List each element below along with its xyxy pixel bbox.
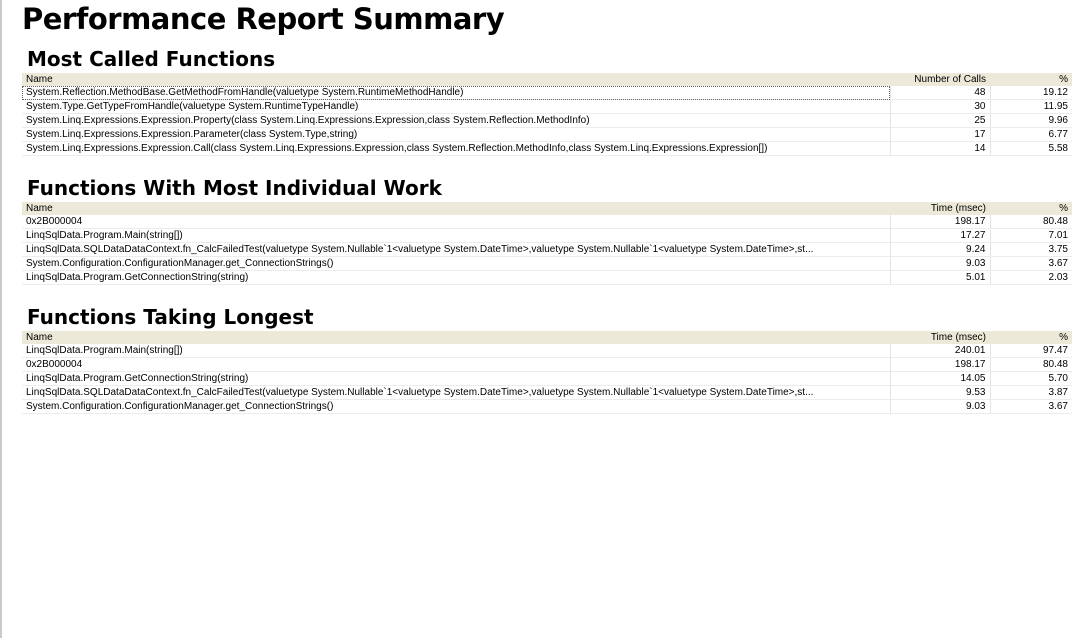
- time-cell: 198.17: [890, 358, 990, 372]
- table-row[interactable]: [22, 100, 1072, 114]
- table-row[interactable]: [22, 215, 1072, 229]
- most-called-table: [22, 73, 1072, 156]
- column-header-percent[interactable]: %: [1059, 332, 1068, 343]
- function-name-cell[interactable]: System.Configuration.ConfigurationManager.get_ConnectionStrings(): [22, 400, 890, 414]
- percent-cell: 2.03: [990, 271, 1072, 285]
- percent-cell: 80.48: [990, 215, 1072, 229]
- function-name-cell[interactable]: 0x2B000004: [22, 358, 890, 372]
- function-name-cell[interactable]: LinqSqlData.Program.GetConnectionString(string): [22, 372, 890, 386]
- time-cell: 14.05: [890, 372, 990, 386]
- table-row[interactable]: [22, 358, 1072, 372]
- time-cell: 17.27: [890, 229, 990, 243]
- table-row[interactable]: [22, 344, 1072, 358]
- calls-cell: 17: [890, 128, 990, 142]
- section-title: Most Called Functions: [27, 47, 276, 71]
- table-row[interactable]: [22, 86, 1072, 100]
- table-row[interactable]: [22, 142, 1072, 156]
- table-row[interactable]: [22, 271, 1072, 285]
- function-name-cell[interactable]: LinqSqlData.Program.Main(string[]): [22, 344, 890, 358]
- time-cell: 5.01: [890, 271, 990, 285]
- percent-cell: 11.95: [990, 100, 1072, 114]
- column-header-name[interactable]: Name: [26, 332, 53, 343]
- column-header-number-of-calls[interactable]: Number of Calls: [914, 74, 986, 85]
- percent-cell: 3.67: [990, 400, 1072, 414]
- column-header-time-msec[interactable]: Time (msec): [930, 203, 986, 214]
- calls-cell: 48: [890, 86, 990, 100]
- section-most-individual-work: [22, 174, 1072, 285]
- section-title: Functions With Most Individual Work: [27, 176, 442, 200]
- percent-cell: 3.75: [990, 243, 1072, 257]
- table-row[interactable]: [22, 114, 1072, 128]
- page-title: Performance Report Summary: [22, 2, 505, 36]
- table-header-row: [22, 331, 1072, 344]
- section-functions-taking-longest: [22, 303, 1072, 414]
- function-name-cell[interactable]: LinqSqlData.SQLDataDataContext.fn_CalcFailedTest(valuetype System.Nullable`1<valuetype System.DateTime>,valuetype System.Nullable`1<valuetype System.DateTime>,st...: [22, 386, 890, 400]
- calls-cell: 25: [890, 114, 990, 128]
- percent-cell: 3.87: [990, 386, 1072, 400]
- section-most-called-functions: [22, 45, 1072, 156]
- function-name-cell[interactable]: System.Linq.Expressions.Expression.Call(class System.Linq.Expressions.Expression,class System.Reflection.MethodInfo,class System.Linq.Expressions.Expression[]): [22, 142, 890, 156]
- column-header-percent[interactable]: %: [1059, 203, 1068, 214]
- column-header-name[interactable]: Name: [26, 74, 53, 85]
- function-name-cell[interactable]: System.Reflection.MethodBase.GetMethodFromHandle(valuetype System.RuntimeMethodHandle): [22, 86, 890, 100]
- percent-cell: 9.96: [990, 114, 1072, 128]
- calls-cell: 14: [890, 142, 990, 156]
- table-row[interactable]: [22, 386, 1072, 400]
- percent-cell: 3.67: [990, 257, 1072, 271]
- function-name-cell[interactable]: System.Configuration.ConfigurationManager.get_ConnectionStrings(): [22, 257, 890, 271]
- calls-cell: 30: [890, 100, 990, 114]
- function-name-cell[interactable]: System.Type.GetTypeFromHandle(valuetype System.RuntimeTypeHandle): [22, 100, 890, 114]
- taking-longest-table: [22, 331, 1072, 414]
- percent-cell: 5.70: [990, 372, 1072, 386]
- table-header-row: [22, 73, 1072, 86]
- function-name-cell[interactable]: System.Linq.Expressions.Expression.Property(class System.Linq.Expressions.Expression,class System.Reflection.MethodInfo): [22, 114, 890, 128]
- window-left-border: [0, 0, 2, 638]
- percent-cell: 7.01: [990, 229, 1072, 243]
- function-name-cell[interactable]: LinqSqlData.Program.Main(string[]): [22, 229, 890, 243]
- percent-cell: 6.77: [990, 128, 1072, 142]
- time-cell: 9.53: [890, 386, 990, 400]
- table-row[interactable]: [22, 243, 1072, 257]
- function-name-cell[interactable]: LinqSqlData.SQLDataDataContext.fn_CalcFailedTest(valuetype System.Nullable`1<valuetype System.DateTime>,valuetype System.Nullable`1<valuetype System.DateTime>,st...: [22, 243, 890, 257]
- time-cell: 9.03: [890, 400, 990, 414]
- time-cell: 9.03: [890, 257, 990, 271]
- column-header-percent[interactable]: %: [1059, 74, 1068, 85]
- function-name-cell[interactable]: 0x2B000004: [22, 215, 890, 229]
- percent-cell: 19.12: [990, 86, 1072, 100]
- time-cell: 198.17: [890, 215, 990, 229]
- function-name-cell[interactable]: LinqSqlData.Program.GetConnectionString(string): [22, 271, 890, 285]
- table-row[interactable]: [22, 257, 1072, 271]
- table-row[interactable]: [22, 372, 1072, 386]
- column-header-time-msec[interactable]: Time (msec): [930, 332, 986, 343]
- percent-cell: 5.58: [990, 142, 1072, 156]
- column-header-name[interactable]: Name: [26, 203, 53, 214]
- table-row[interactable]: [22, 128, 1072, 142]
- percent-cell: 80.48: [990, 358, 1072, 372]
- individual-work-table: [22, 202, 1072, 285]
- section-title: Functions Taking Longest: [27, 305, 314, 329]
- table-row[interactable]: [22, 229, 1072, 243]
- time-cell: 240.01: [890, 344, 990, 358]
- table-header-row: [22, 202, 1072, 215]
- table-row[interactable]: [22, 400, 1072, 414]
- percent-cell: 97.47: [990, 344, 1072, 358]
- function-name-cell[interactable]: System.Linq.Expressions.Expression.Parameter(class System.Type,string): [22, 128, 890, 142]
- time-cell: 9.24: [890, 243, 990, 257]
